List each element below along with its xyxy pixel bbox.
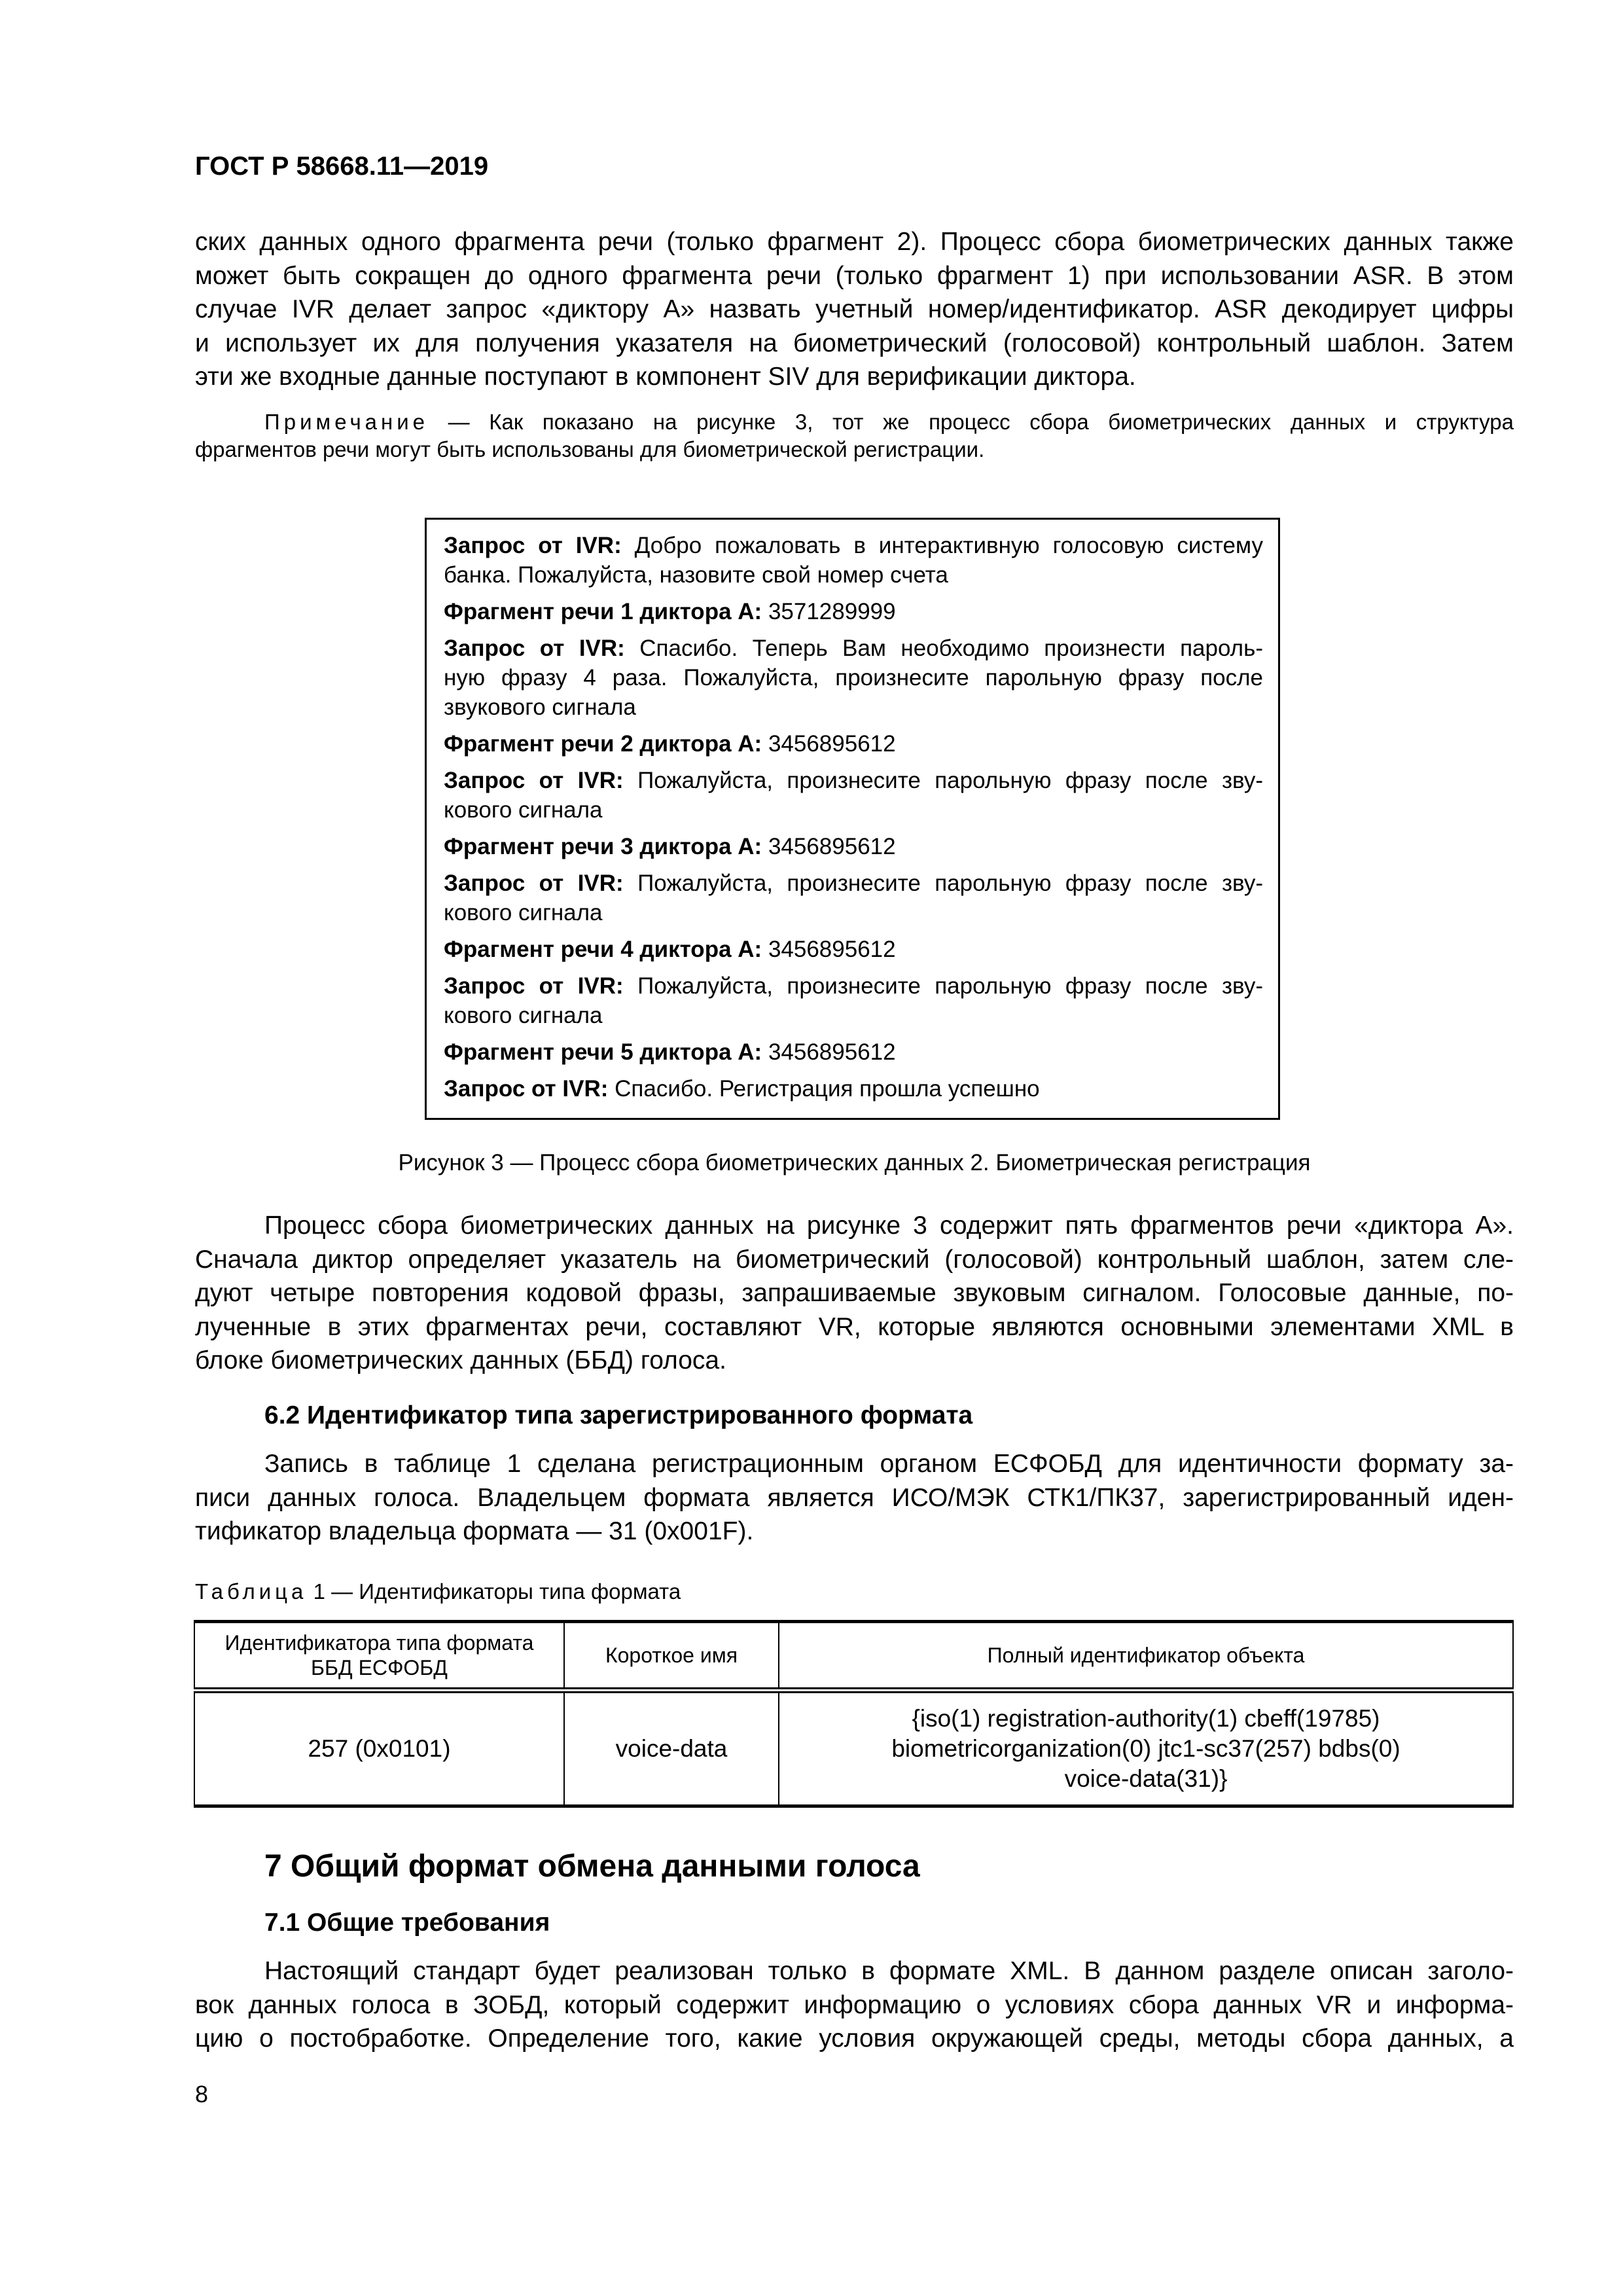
table-title-text: 1 — Идентификаторы типа формата	[313, 1579, 681, 1604]
table-header-row	[194, 1622, 1513, 1691]
speaker-label: Запрос от IVR:	[444, 636, 625, 661]
text-line: Запись в таблице 1 сделана регистрационным органом ЕСФОБД для идентичности формату за-	[264, 1450, 1514, 1478]
speaker-label: Фрагмент речи 2 диктора А:	[444, 731, 762, 757]
section-heading-7-1: 7.1 Общие требования	[264, 1909, 550, 1937]
table-label: Таблица	[195, 1579, 308, 1604]
paragraph-2	[195, 1209, 1514, 1378]
dialogue-entry	[444, 1074, 1263, 1103]
format-identifiers-table	[194, 1620, 1514, 1808]
text-line: вок данных голоса в ЗОБД, который содержит информацию о условиях сбора данных VR и информа-	[195, 1990, 1514, 2019]
dialogue-entry	[444, 766, 1263, 825]
text-line: Фрагмент речи 2 диктора А: 3456895612	[444, 731, 896, 757]
text-line: Запрос от IVR: Добро пожаловать в интерактивную голосовую систему	[444, 533, 1263, 558]
page-number: 8	[195, 2081, 209, 2108]
dialogue-entry	[444, 1037, 1263, 1067]
speaker-label: Запрос от IVR:	[444, 533, 622, 558]
text-line: Фрагмент речи 5 диктора А: 3456895612	[444, 1039, 896, 1065]
text-line: цию о постобработке. Определение того, какие условия окружающей среды, методы сбора данных, а	[195, 2024, 1514, 2053]
paragraph-4	[195, 1954, 1514, 2056]
text-line: лученные в этих фрагментах речи, составляют VR, которые являются основными элементами XML в	[195, 1312, 1514, 1341]
text-line: фрагментов речи могут быть использованы для биометрической регистрации.	[195, 437, 985, 461]
document-header: ГОСТ Р 58668.11—2019	[195, 152, 489, 181]
text-line: блоке биометрических данных (ББД) голоса.	[195, 1346, 726, 1374]
text-line: эти же входные данные поступают в компонент SIV для верификации диктора.	[195, 363, 1136, 391]
figure-3-box	[425, 518, 1280, 1120]
dialogue-entry	[444, 531, 1263, 590]
text-line: Запрос от IVR: Пожалуйста, произнесите парольную фразу после зву-	[444, 768, 1263, 793]
column-header-short-name: Короткое имя	[564, 1622, 779, 1691]
speaker-label: Фрагмент речи 4 диктора А:	[444, 937, 762, 962]
text-line: случае IVR делает запрос «диктору А» назвать учетный номер/идентификатор. ASR декодирует цифры	[195, 295, 1514, 323]
text-line: банка. Пожалуйста, назовите свой номер счета	[444, 562, 948, 588]
speaker-label: Фрагмент речи 1 диктора А:	[444, 599, 762, 624]
column-header-id: Идентификатора типа формата ББД ЕСФОБД	[194, 1622, 564, 1691]
speaker-label: Фрагмент речи 3 диктора А:	[444, 834, 762, 859]
text-line: звукового сигнала	[444, 694, 636, 720]
text-line: ную фразу 4 раза. Пожалуйста, произнесите парольную фразу после	[444, 665, 1263, 691]
text-line: Сначала диктор определяет указатель на биометрический (голосовой) контрольный шаблон, затем сле-	[195, 1245, 1514, 1274]
text-line: кового сигнала	[444, 1003, 603, 1028]
dialogue-entry	[444, 832, 1263, 861]
paragraph-1	[195, 225, 1514, 394]
text-line: и использует их для получения указателя на биометрический (голосовой) контрольный шаблон. Затем	[195, 329, 1514, 357]
cell-short-name: voice-data	[564, 1691, 779, 1806]
note	[195, 408, 1514, 463]
paragraph-3	[195, 1447, 1514, 1549]
speaker-label: Запрос от IVR:	[444, 768, 624, 793]
text-line: тификатор владельца формата — 31 (0x001F).	[195, 1517, 754, 1545]
text-line: Запрос от IVR: Пожалуйста, произнесите парольную фразу после зву-	[444, 973, 1263, 999]
text-line: кового сигнала	[444, 797, 603, 823]
section-heading-7: 7 Общий формат обмена данными голоса	[264, 1849, 920, 1884]
text-line: писи данных голоса. Владельцем формата является ИСО/МЭК СТК1/ПК37, зарегистрированный иден-	[195, 1483, 1514, 1512]
speaker-label: Фрагмент речи 5 диктора А:	[444, 1039, 762, 1065]
text-line: Запрос от IVR: Пожалуйста, произнесите парольную фразу после зву-	[444, 870, 1263, 896]
dialogue-entry	[444, 729, 1263, 759]
figure-caption: Рисунок 3 — Процесс сбора биометрических данных 2. Биометрическая регистрация	[398, 1150, 1311, 1175]
dialogue-entry	[444, 634, 1263, 722]
dialogue-entry	[444, 597, 1263, 626]
text-line: может быть сокращен до одного фрагмента речи (только фрагмент 1) при использовании ASR. В этом	[195, 261, 1514, 290]
dialogue-entry	[444, 935, 1263, 964]
text-line: — Как показано на рисунке 3, тот же процесс сбора биометрических данных и структура	[448, 410, 1514, 434]
text-line: Процесс сбора биометрических данных на рисунке 3 содержит пять фрагментов речи «диктора А».	[264, 1211, 1514, 1240]
text-line: Настоящий стандарт будет реализован только в формате XML. В данном разделе описан заголо-	[264, 1957, 1514, 1985]
text-line: Запрос от IVR: Спасибо. Теперь Вам необходимо произнести пароль-	[444, 636, 1263, 661]
text-line: Фрагмент речи 1 диктора А: 3571289999	[444, 599, 896, 624]
dialogue-entry	[444, 971, 1263, 1030]
text-line: ских данных одного фрагмента речи (только фрагмент 2). Процесс сбора биометрических данных также	[195, 228, 1514, 256]
text-line: кового сигнала	[444, 900, 603, 925]
speaker-label: Запрос от IVR:	[444, 1076, 609, 1102]
speaker-label: Запрос от IVR:	[444, 973, 624, 999]
text-line: Запрос от IVR: Спасибо. Регистрация прошла успешно	[444, 1076, 1040, 1102]
text-line: Фрагмент речи 4 диктора А: 3456895612	[444, 937, 896, 962]
table-row	[194, 1691, 1513, 1806]
text-line: дуют четыре повторения кодовой фразы, запрашиваемые звуковым сигналом. Голосовые данные, по-	[195, 1279, 1514, 1307]
note-label: Примечание	[264, 410, 429, 434]
dialogue-entry	[444, 869, 1263, 927]
speaker-label: Запрос от IVR:	[444, 870, 624, 896]
text-line: Фрагмент речи 3 диктора А: 3456895612	[444, 834, 896, 859]
section-heading-6-2: 6.2 Идентификатор типа зарегистрированного формата	[264, 1401, 973, 1429]
column-header-full-id: Полный идентификатор объекта	[779, 1622, 1513, 1691]
table-title	[195, 1578, 681, 1605]
cell-full-id: {iso(1) registration-authority(1) cbeff(19785) biometricorganization(0) jtc1-sc37(257) bdbs(0) voice-data(31)}	[779, 1691, 1513, 1806]
cell-id: 257 (0x0101)	[194, 1691, 564, 1806]
